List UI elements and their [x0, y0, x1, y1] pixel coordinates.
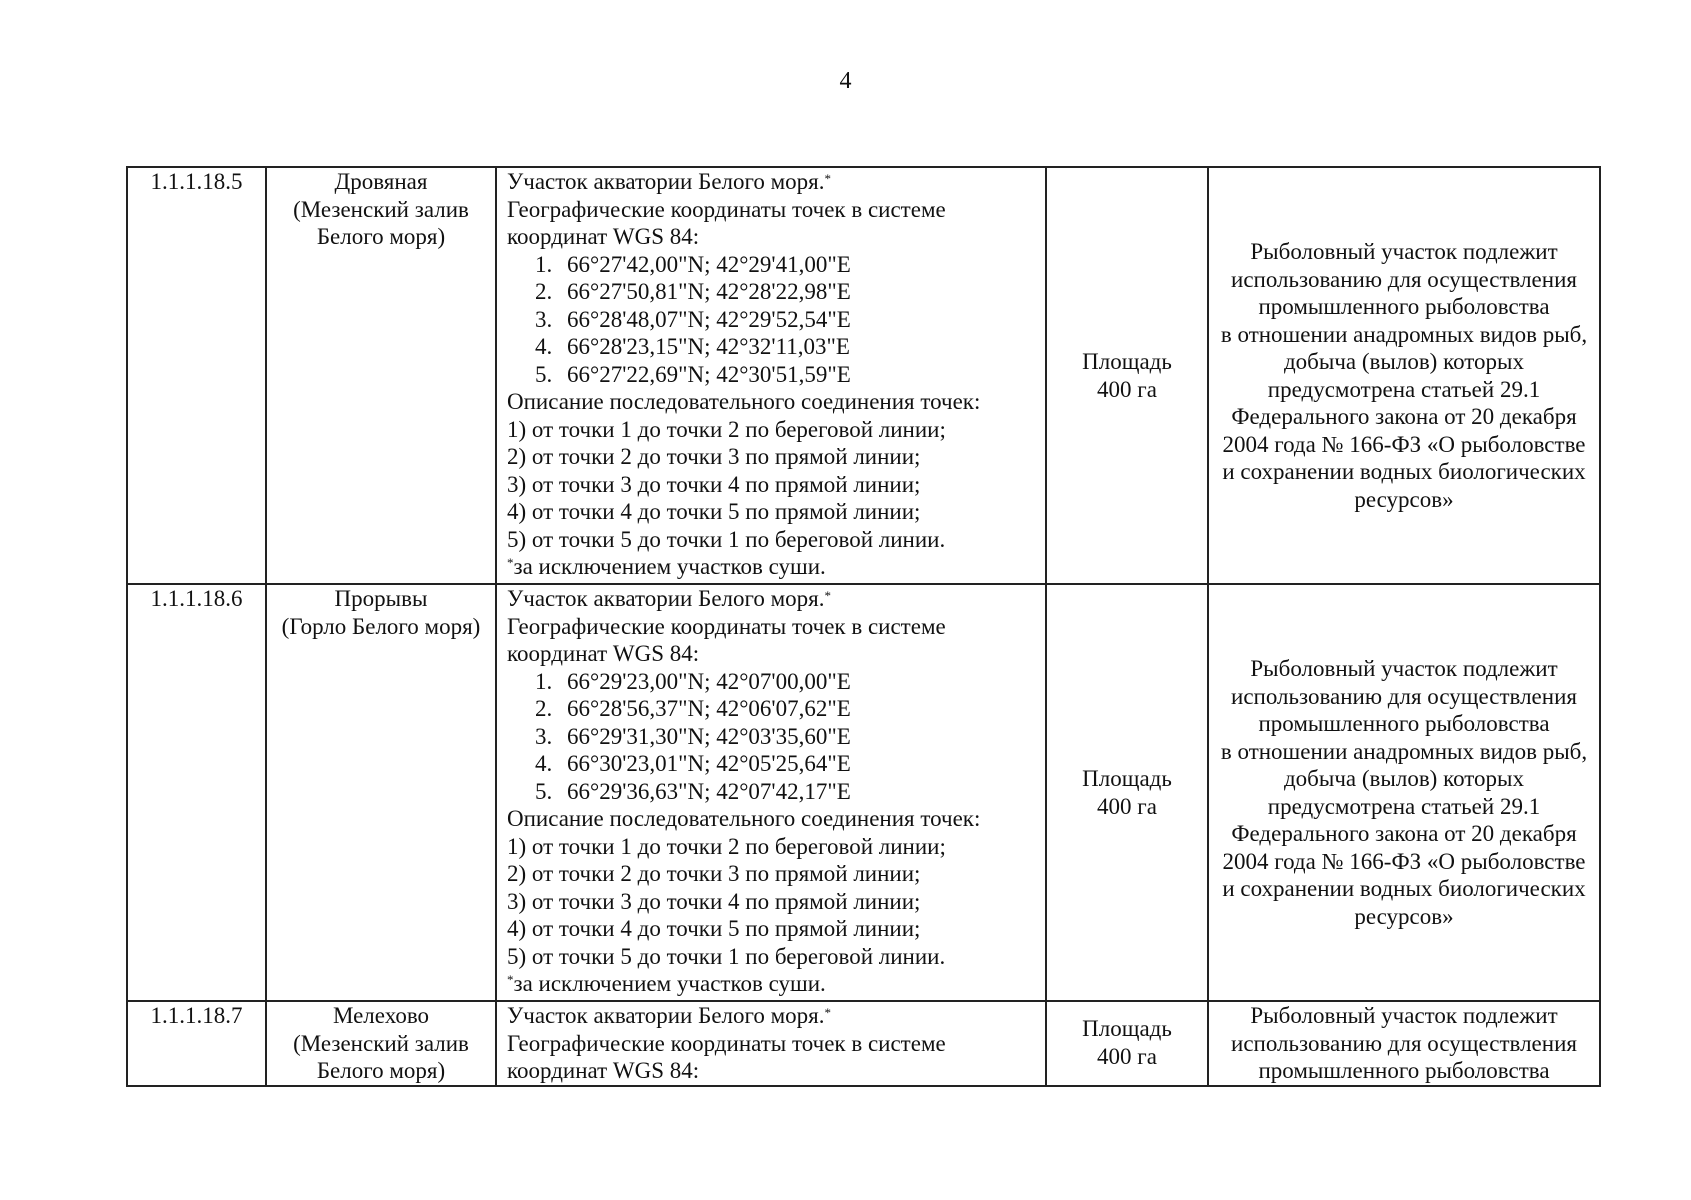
coordinate-point: 4. 66°28'23,15"N; 42°32'11,03"E: [535, 334, 850, 359]
footnote-mark: *: [824, 171, 831, 186]
footnote-mark: *: [824, 1005, 831, 1020]
area-size: [1046, 584, 1208, 1001]
coordinate-point: 4. 66°30'23,01"N; 42°05'25,64"E: [535, 751, 851, 776]
area-name-line: Дровяная: [334, 169, 428, 194]
area-note: [1208, 167, 1600, 584]
area-name-line: (Мезенский залив: [293, 196, 469, 222]
desc-title: Участок акватории Белого моря.*: [507, 1003, 831, 1028]
coords-intro: координат WGS 84:: [507, 641, 700, 666]
connections-title: Описание последовательного соединения точек:: [507, 389, 981, 414]
area-value: 400 га: [1097, 376, 1157, 402]
connection-line: 1) от точки 1 до точки 2 по береговой линии;: [507, 833, 946, 859]
area-label: Площадь: [1082, 349, 1172, 374]
area-note: [1208, 1001, 1600, 1086]
area-name-line: Прорывы: [334, 586, 428, 611]
page-number: 4: [839, 68, 852, 94]
connection-line: 2) от точки 2 до точки 3 по прямой линии;: [507, 861, 921, 886]
area-name-line: (Горло Белого моря): [281, 613, 481, 639]
coordinate-point: 2. 66°27'50,81"N; 42°28'22,98"E: [535, 279, 851, 304]
coords-intro: Географические координаты точек в системе: [507, 196, 946, 222]
connection-line: 4) от точки 4 до точки 5 по прямой линии;: [507, 916, 921, 941]
area-size: [1046, 167, 1208, 584]
table-row: [127, 167, 1600, 584]
connection-line: 3) от точки 3 до точки 4 по прямой линии;: [507, 888, 921, 914]
coordinate-point: 2. 66°28'56,37"N; 42°06'07,62"E: [535, 696, 851, 721]
connections-title: Описание последовательного соединения точек:: [507, 806, 981, 831]
row-id: 1.1.1.18.5: [127, 167, 266, 584]
area-name-line: Белого моря): [316, 1058, 446, 1083]
area-description: [496, 584, 1046, 1001]
note-text: Рыболовный участок подлежит использованию для осуществления промышленного рыболовства в отношении анадромных видов рыб, добыча (вылов) которых предусмотрена статьей 29.1 Федерального закона от 20 декабря 2004 года № 166-ФЗ «О рыболовстве и сохранении водных биологических ресурсов»: [1220, 239, 1588, 512]
area-name-line: (Мезенский залив: [293, 1030, 469, 1056]
connection-line: 5) от точки 5 до точки 1 по береговой линии.: [507, 943, 946, 969]
area-name-line: Мелехово: [332, 1003, 430, 1028]
desc-title: Участок акватории Белого моря.*: [507, 169, 831, 194]
area-value: 400 га: [1097, 793, 1157, 819]
area-name: [266, 167, 496, 584]
area-description: [496, 1001, 1046, 1086]
area-description: [496, 167, 1046, 584]
area-label: Площадь: [1082, 1016, 1172, 1041]
coordinate-point: 3. 66°28'48,07"N; 42°29'52,54"E: [535, 306, 851, 332]
area-size: [1046, 1001, 1208, 1086]
area-label: Площадь: [1082, 766, 1172, 791]
coordinate-point: 1. 66°29'23,00"N; 42°07'00,00"E: [535, 668, 851, 694]
table-row: [127, 584, 1600, 1001]
footnote-mark: *: [824, 588, 831, 603]
connection-line: 4) от точки 4 до точки 5 по прямой линии;: [507, 499, 921, 524]
coords-intro: Географические координаты точек в системе: [507, 1030, 946, 1056]
fishing-areas-table: [126, 166, 1601, 1087]
row-id: 1.1.1.18.7: [127, 1001, 266, 1086]
coordinate-point: 5. 66°27'22,69"N; 42°30'51,59"E: [535, 361, 851, 387]
connection-line: 1) от точки 1 до точки 2 по береговой линии;: [507, 416, 946, 442]
table-row: [127, 1001, 1600, 1086]
coords-intro: Географические координаты точек в системе: [507, 613, 946, 639]
footnote: *за исключением участков суши.: [507, 971, 826, 996]
area-name: [266, 1001, 496, 1086]
note-text: Рыболовный участок подлежит использованию для осуществления промышленного рыболовства в отношении анадромных видов рыб, добыча (вылов) которых предусмотрена статьей 29.1 Федерального закона от 20 декабря 2004 года № 166-ФЗ «О рыболовстве и сохранении водных биологических ресурсов»: [1220, 656, 1588, 929]
area-note: [1208, 584, 1600, 1001]
coordinate-point: 1. 66°27'42,00"N; 42°29'41,00"E: [535, 251, 851, 277]
connection-line: 2) от точки 2 до точки 3 по прямой линии;: [507, 444, 921, 469]
connection-line: 3) от точки 3 до точки 4 по прямой линии;: [507, 471, 921, 497]
coordinate-point: 3. 66°29'31,30"N; 42°03'35,60"E: [535, 723, 851, 749]
row-id: 1.1.1.18.6: [127, 584, 266, 1001]
coordinate-point: 5. 66°29'36,63"N; 42°07'42,17"E: [535, 778, 851, 804]
coords-intro: координат WGS 84:: [507, 1058, 700, 1083]
footnote: *за исключением участков суши.: [507, 554, 826, 579]
connection-line: 5) от точки 5 до точки 1 по береговой линии.: [507, 526, 946, 552]
area-value: 400 га: [1097, 1043, 1157, 1069]
desc-title: Участок акватории Белого моря.*: [507, 586, 831, 611]
area-name: [266, 584, 496, 1001]
coords-intro: координат WGS 84:: [507, 224, 700, 249]
area-name-line: Белого моря): [316, 224, 446, 249]
note-text: Рыболовный участок подлежит использованию для осуществления промышленного рыболовства: [1231, 1003, 1577, 1083]
